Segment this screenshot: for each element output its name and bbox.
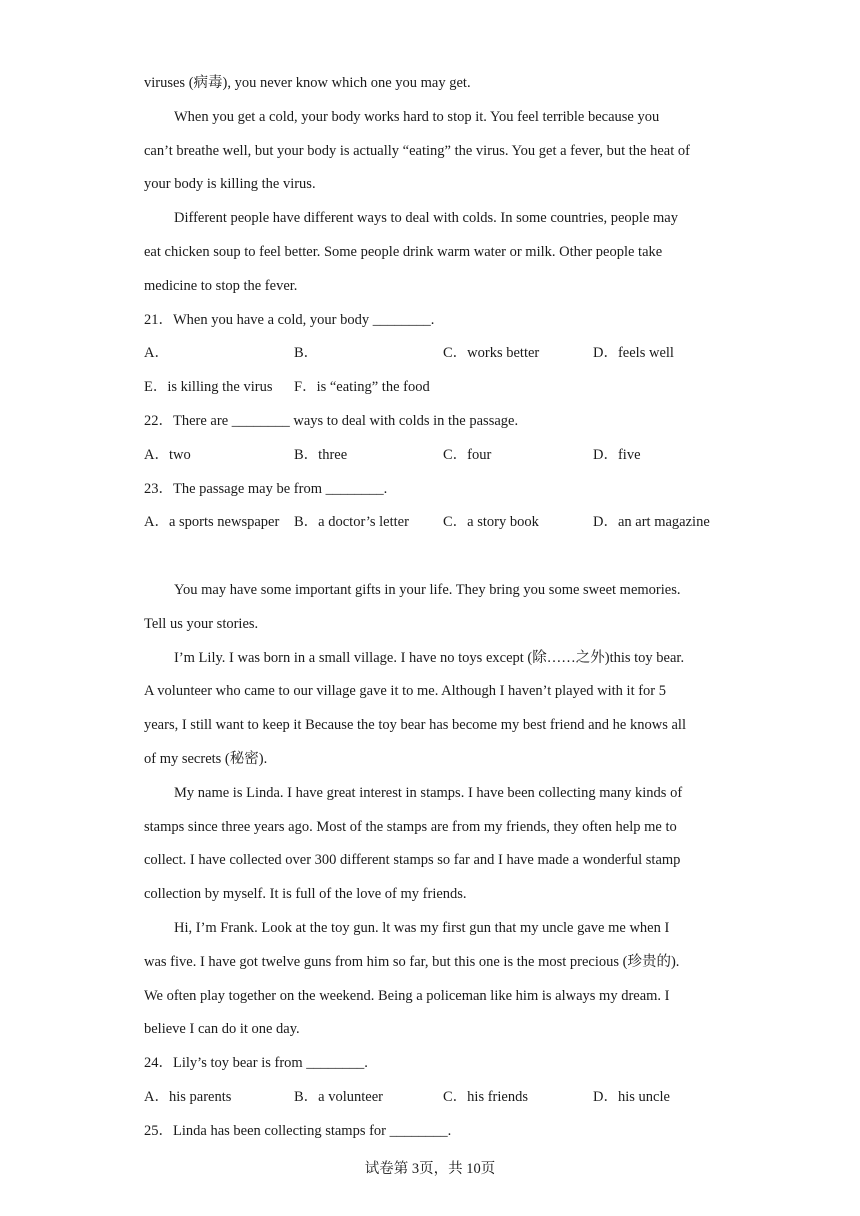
passage-line: Hi, I’m Frank. Look at the toy gun. lt was my first gun that my uncle gave me when I (174, 920, 670, 936)
q24-option-b: B．a volunteer (294, 1089, 383, 1105)
question-23-stem: 23．The passage may be from ________. (144, 481, 388, 497)
passage-line: You may have some important gifts in your life. They bring you some sweet memories. (174, 582, 681, 598)
q21-option-e: E．is killing the virus (144, 379, 273, 395)
passage-line: can’t breathe well, but your body is actually “eating” the virus. You get a fever, but the heat of (144, 143, 690, 159)
q23-option-a: A．a sports newspaper (144, 514, 280, 530)
passage-line: of my secrets (秘密). (144, 751, 268, 767)
passage-line: believe I can do it one day. (144, 1021, 300, 1037)
passage-line: We often play together on the weekend. Being a policeman like him is always my dream. I (144, 988, 670, 1004)
passage-line: Tell us your stories. (144, 616, 259, 632)
q21-option-d: D．feels well (593, 345, 674, 361)
question-24-stem: 24．Lily’s toy bear is from ________. (144, 1055, 368, 1071)
q23-option-c: C．a story book (443, 514, 539, 530)
q21-option-b: B． (294, 345, 319, 361)
q21-option-a: A． (144, 345, 169, 361)
passage-line: was five. I have got twelve guns from him so far, but this one is the most precious (珍贵的). (144, 954, 680, 970)
passage-line: viruses (病毒), you never know which one you may get. (144, 75, 471, 91)
passage-line: eat chicken soup to feel better. Some people drink warm water or milk. Other people take (144, 244, 663, 260)
passage-line: years, I still want to keep it Because the toy bear has become my best friend and he knows all (144, 717, 686, 733)
passage-line: medicine to stop the fever. (144, 278, 298, 294)
passage-line: A volunteer who came to our village gave it to me. Although I haven’t played with it for 5 (144, 683, 667, 699)
q23-option-b: B．a doctor’s letter (294, 514, 409, 530)
q21-option-f: F．is “eating” the food (294, 379, 430, 395)
passage-line: Different people have different ways to deal with colds. In some countries, people may (174, 210, 678, 226)
passage-line: My name is Linda. I have great interest in stamps. I have been collecting many kinds of (174, 785, 683, 801)
question-21-stem: 21．When you have a cold, your body ________. (144, 312, 435, 328)
q22-option-a: A．two (144, 447, 191, 463)
passage-line: stamps since three years ago. Most of the stamps are from my friends, they often help me to (144, 819, 677, 835)
q23-option-d: D．an art magazine (593, 514, 710, 530)
passage-line: I’m Lily. I was born in a small village. I have no toys except (除……之外)this toy bear. (174, 650, 685, 666)
page-footer: 试卷第 3页，共 10页 (364, 1161, 496, 1177)
passage-line: collect. I have collected over 300 different stamps so far and I have made a wonderful stamp (144, 852, 681, 868)
passage-line: your body is killing the virus. (144, 176, 316, 192)
passage-line: When you get a cold, your body works hard to stop it. You feel terrible because you (174, 109, 660, 125)
question-22-stem: 22．There are ________ ways to deal with colds in the passage. (144, 413, 519, 429)
question-25-stem: 25．Linda has been collecting stamps for ________. (144, 1123, 452, 1139)
q22-option-b: B．three (294, 447, 348, 463)
q24-option-d: D．his uncle (593, 1089, 670, 1105)
q24-option-c: C．his friends (443, 1089, 528, 1105)
q22-option-d: D．five (593, 447, 641, 463)
q21-option-c: C．works better (443, 345, 540, 361)
q24-option-a: A．his parents (144, 1089, 232, 1105)
passage-line: collection by myself. It is full of the love of my friends. (144, 886, 467, 902)
q22-option-c: C．four (443, 447, 492, 463)
